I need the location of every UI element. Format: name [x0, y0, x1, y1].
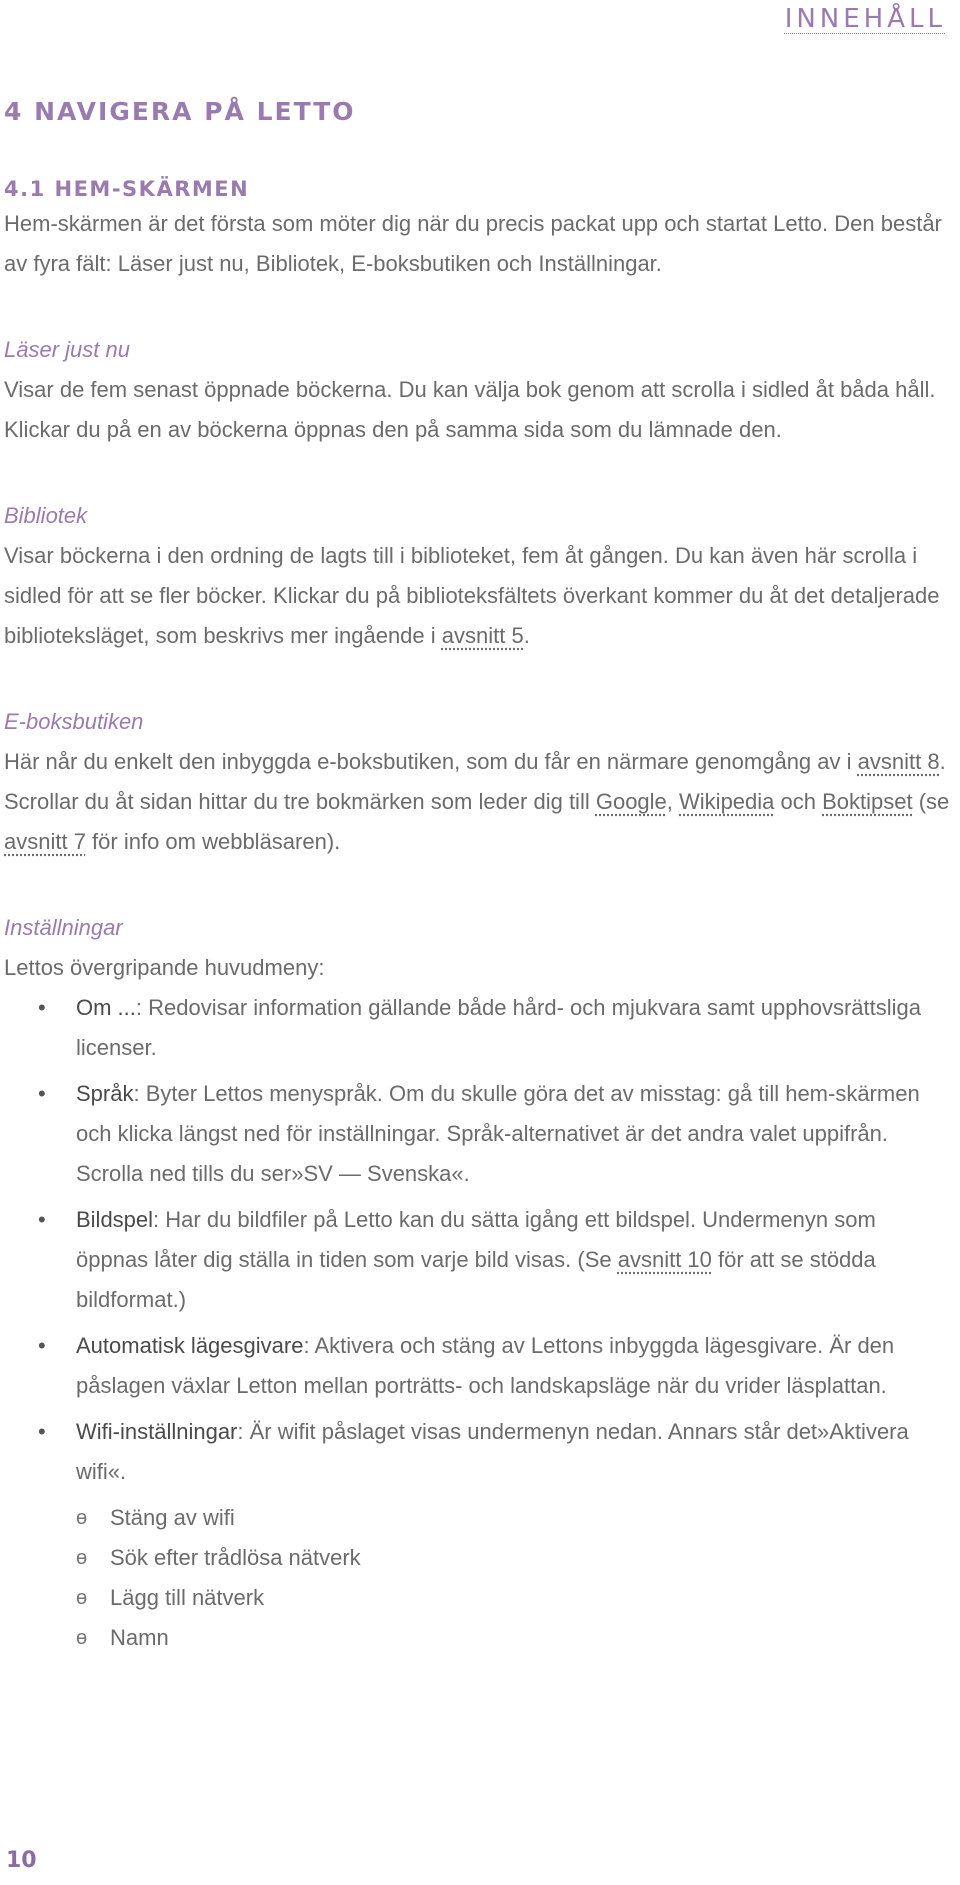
wifi-option: ɵ Sök efter trådlösa nätverk: [76, 1538, 954, 1578]
list-item-slideshow: • Bildspel: Har du bildfiler på Letto kan du sätta igång ett bildspel. Undermenyn som öppnas låter dig ställa in tiden som varje bild visas. (Se avsnitt 10 för att se stödda bildformat.): [4, 1200, 954, 1320]
term-slideshow: Bildspel: [76, 1207, 154, 1232]
wifi-option: ɵ Namn: [76, 1618, 954, 1658]
page-number: 10: [6, 1848, 37, 1873]
list-item-about: • Om ...: Redovisar information gällande både hård- och mjukvara samt upphovsrättsliga licenser.: [4, 988, 954, 1068]
link-section-8[interactable]: avsnitt 8: [857, 749, 940, 774]
subheading-library: Bibliotek: [4, 503, 88, 528]
link-google[interactable]: Google: [595, 789, 667, 814]
list-item-autorotate: • Automatisk lägesgivare: Aktivera och stäng av Lettons inbyggda lägesgivare. Är den påslagen växlar Letton mellan porträtts- och landskapsläge när du vrider läsplattan.: [4, 1326, 954, 1406]
term-wifi: Wifi-inställningar: [76, 1419, 238, 1444]
subheading-ebookstore: E-boksbutiken: [4, 709, 144, 734]
section-title: 4.1 HEM-SKÄRMEN: [4, 177, 250, 201]
link-section-5[interactable]: avsnitt 5: [441, 623, 524, 648]
reading-now-text: Visar de fem senast öppnade böckerna. Du kan välja bok genom att scrolla i sidled åt båda håll. Klickar du på en av böckerna öppnas den på samma sida som du lämnade den.: [4, 377, 936, 442]
subheading-settings: Inställningar: [4, 915, 123, 940]
term-autorotate: Automatisk lägesgivare: [76, 1333, 304, 1358]
ebookstore-text: Här når du enkelt den inbyggda e-boksbutiken, som du får en närmare genomgång av i avsnitt 8. Scrollar du åt sidan hittar du tre bokmärken som leder dig till Google, Wikipedia och Boktipset (se avsnitt 7 för info om webbläsaren).: [4, 749, 950, 854]
subheading-reading-now: Läser just nu: [4, 337, 130, 362]
link-boktipset[interactable]: Boktipset: [822, 789, 913, 814]
list-item-language: • Språk: Byter Lettos menyspråk. Om du skulle göra det av misstag: gå till hem-skärmen och klicka längst ned för inställningar. Språk-alternativet är det andra valet uppifrån. Scrolla ned tills du ser»SV — Svenska«.: [4, 1074, 954, 1194]
main-content: [4, 174, 954, 1658]
chapter-title: 4 NAVIGERA PÅ LETTO: [4, 97, 356, 126]
toc-link[interactable]: INNEHÅLL: [784, 4, 946, 34]
term-about: Om ...: [76, 995, 136, 1020]
section-intro: Hem-skärmen är det första som möter dig när du precis packat upp och startat Letto. Den består av fyra fält: Läser just nu, Bibliotek, E-boksbutiken och Inställningar.: [4, 211, 942, 276]
list-item-wifi: • Wifi-inställningar: Är wifit påslaget visas undermenyn nedan. Annars står det»Aktivera wifi«. ɵ Stäng av wifi ɵ Sök efter trådlösa nätverk ɵ Lägg till nätverk ɵ Namn: [4, 1412, 954, 1658]
link-wikipedia[interactable]: Wikipedia: [679, 789, 775, 814]
link-section-7[interactable]: avsnitt 7: [4, 829, 86, 854]
term-language: Språk: [76, 1081, 134, 1106]
wifi-option: ɵ Lägg till nätverk: [76, 1578, 954, 1618]
wifi-submenu: [76, 1498, 954, 1658]
library-text: Visar böckerna i den ordning de lagts till i biblioteket, fem åt gången. Du kan även här scrolla i sidled för att se fler böcker. Klickar du på biblioteksfältets överkant kommer du åt det detaljerade biblioteksläget, som beskrivs mer ingående i avsnitt 5.: [4, 543, 940, 648]
settings-list: [4, 988, 954, 1658]
settings-intro: Lettos övergripande huvudmeny:: [4, 955, 325, 980]
wifi-option: ɵ Stäng av wifi: [76, 1498, 954, 1538]
link-section-10[interactable]: avsnitt 10: [617, 1247, 712, 1272]
